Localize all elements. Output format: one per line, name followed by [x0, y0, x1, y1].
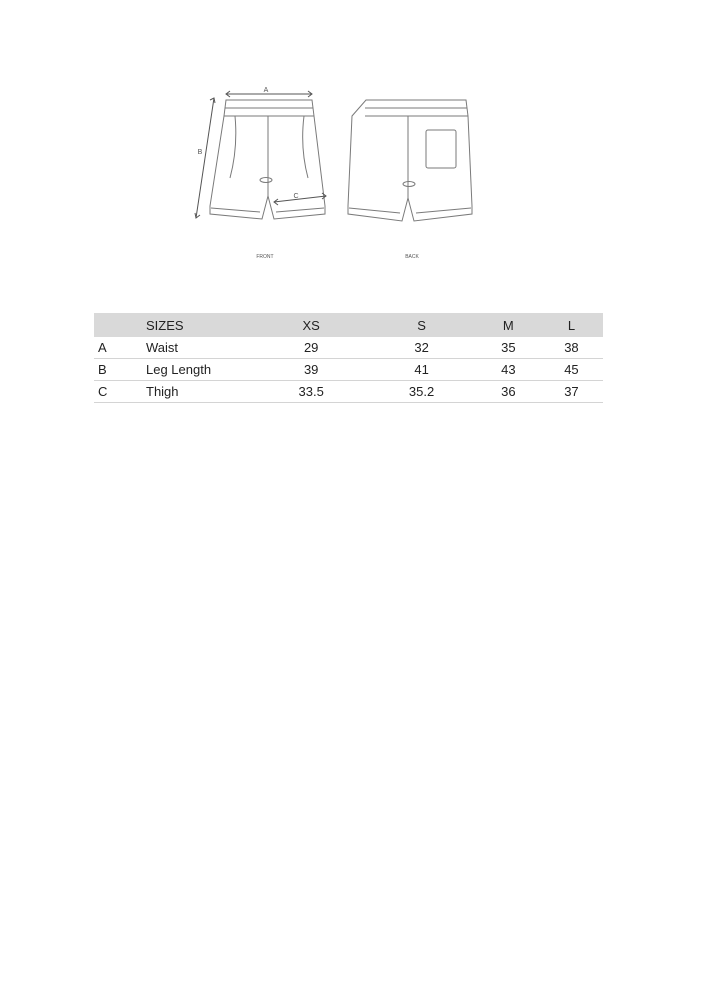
measure-a-label: A	[263, 87, 269, 94]
row-value: 43	[477, 359, 540, 381]
table-header-row	[94, 313, 603, 337]
row-value: 35.2	[366, 381, 476, 403]
front-label: FRONT	[256, 254, 274, 260]
measure-c-label: C	[293, 193, 299, 200]
row-value: 35	[477, 337, 540, 359]
header-l-cell: L	[540, 313, 603, 337]
row-code: B	[94, 359, 146, 381]
row-name: Waist	[146, 337, 256, 359]
row-value: 45	[540, 359, 603, 381]
table-row	[94, 359, 603, 381]
header-code-cell	[94, 313, 146, 337]
row-value: 38	[540, 337, 603, 359]
row-value: 36	[477, 381, 540, 403]
back-label: BACK	[405, 254, 419, 260]
row-value: 39	[256, 359, 366, 381]
shorts-diagram	[180, 78, 500, 268]
shorts-front-drawing	[210, 100, 325, 219]
row-value: 29	[256, 337, 366, 359]
measurement-arrows	[195, 91, 326, 218]
table-row	[94, 337, 603, 359]
row-value: 33.5	[256, 381, 366, 403]
header-xs-cell: XS	[256, 313, 366, 337]
header-sizes-cell: SIZES	[146, 313, 256, 337]
header-s-cell: S	[366, 313, 476, 337]
row-value: 41	[366, 359, 476, 381]
row-value: 37	[540, 381, 603, 403]
shorts-back-drawing	[348, 100, 472, 221]
size-chart-table	[94, 313, 603, 403]
header-m-cell: M	[477, 313, 540, 337]
row-name: Thigh	[146, 381, 256, 403]
row-name: Leg Length	[146, 359, 256, 381]
measure-b-label: B	[197, 149, 203, 156]
row-code: A	[94, 337, 146, 359]
row-code: C	[94, 381, 146, 403]
table-row	[94, 381, 603, 403]
row-value: 32	[366, 337, 476, 359]
